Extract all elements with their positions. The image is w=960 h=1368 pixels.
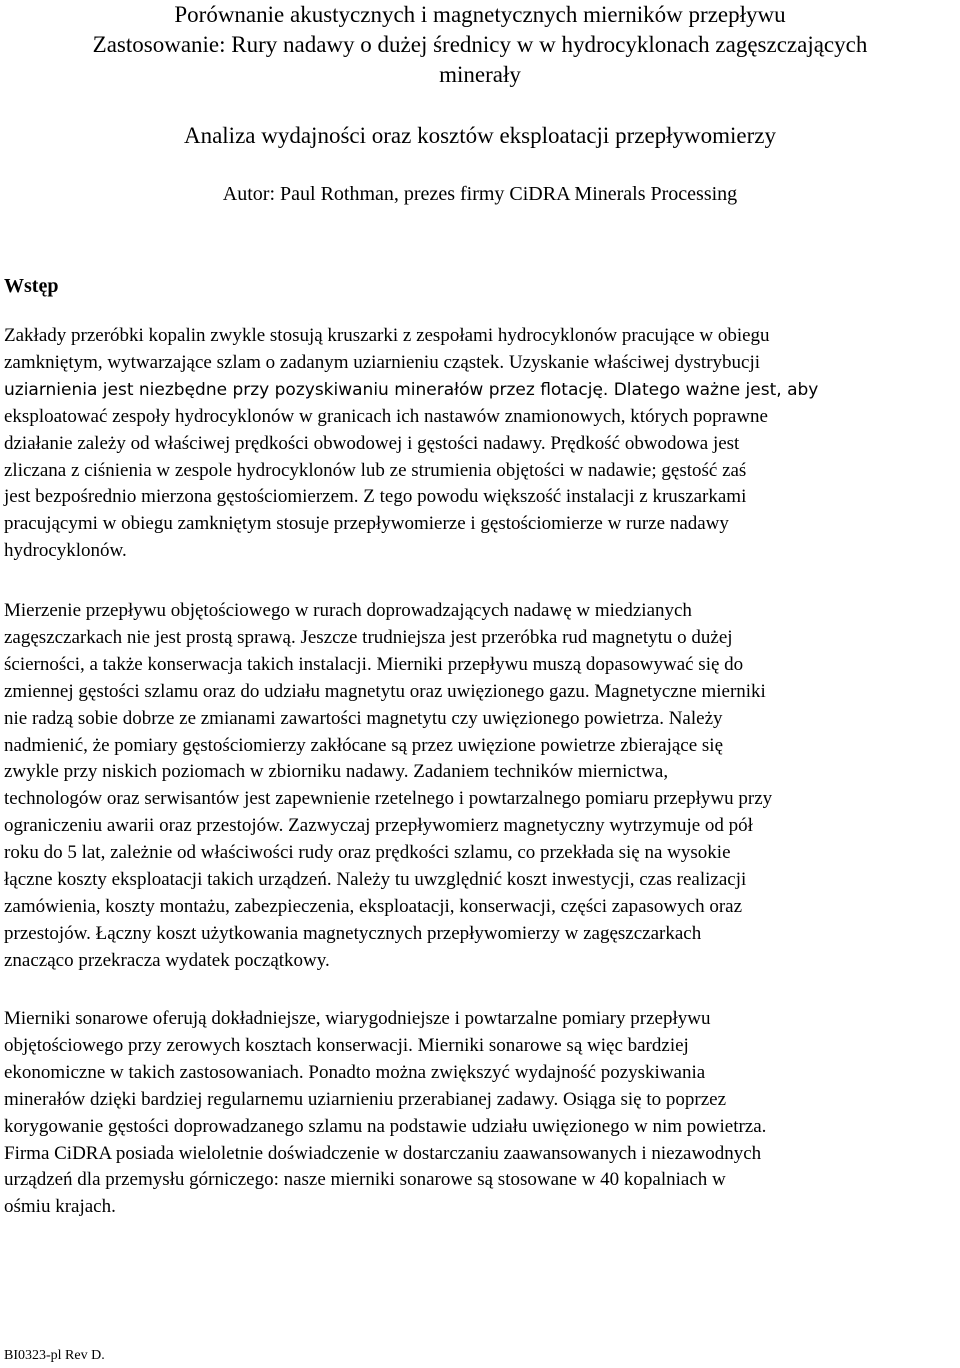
paragraph-line-text: objętościowego przy zerowych kosztach konserwacji. Mierniki sonarowe są więc bardziej: [4, 1034, 689, 1056]
paragraph-line: [4, 894, 960, 921]
paragraph-sonar-meters: [4, 1006, 960, 1221]
paragraph-line-text: działanie zależy od właściwej prędkości obwodowej i gęstości nadawy. Prędkość obwodowa jest: [4, 432, 740, 454]
paragraph-line-text: znacząco przekracza wydatek początkowy.: [4, 949, 330, 971]
paragraph-line-text: zliczana z ciśnienia w zespole hydrocyklonów lub ze strumienia objętości w nadawie; gęstość zaś: [4, 459, 747, 481]
title-line-2: Zastosowanie: Rury nadawy o dużej średnicy w w hydrocyklonach zagęszczających: [92, 32, 868, 57]
paragraph-line-text: eksploatować zespoły hydrocyklonów w granicach ich nastawów znamionowych, których poprawne: [4, 405, 768, 427]
paragraph-line-text: Mierzenie przepływu objętościowego w rurach doprowadzających nadawę w miedzianych: [4, 600, 692, 621]
paragraph-line-text: zagęszczarkach nie jest prostą sprawą. Jeszcze trudniejsza jest przeróbka rud magnetytu o dużej: [4, 626, 733, 648]
paragraph-line-text: Firma CiDRA posiada wieloletnie doświadczenie w dostarczaniu zaawansowanych i niezawodnych: [4, 1142, 762, 1164]
paragraph-line: [4, 404, 960, 431]
paragraph-line: [4, 652, 960, 679]
paragraph-line: [4, 598, 960, 625]
section-heading: Wstęp: [4, 275, 59, 297]
paragraph-line-text: zamkniętym, wytwarzające szlam o zadanym uziarnieniu cząstek. Uzyskanie właściwej dystrybucji: [4, 351, 761, 373]
paragraph-line: [4, 1167, 960, 1194]
paragraph-line-text: minerałów dzięki bardziej regularnemu uziarnieniu przerabianej zadawy. Osiąga się to poprzez: [4, 1088, 727, 1110]
paragraph-line-text: ośmiu krajach.: [4, 1196, 116, 1218]
paragraph-line-text: urządzeń dla przemysłu górniczego: nasze mierniki sonarowe są stosowane w 40 kopalniach w: [4, 1169, 726, 1191]
paragraph-line: [4, 840, 960, 867]
paragraph-line: [4, 813, 960, 840]
paragraph-line: [4, 458, 960, 485]
title-line-3: minerały: [439, 62, 521, 87]
paragraph-line: [4, 1006, 960, 1033]
paragraph-line: [4, 538, 960, 565]
document-author: Autor: Paul Rothman, prezes firmy CiDRA Minerals Processing: [222, 183, 738, 205]
document-title: [0, 0, 960, 90]
paragraph-line-text: Mierniki sonarowe oferują dokładniejsze, wiarygodniejsze i powtarzalne pomiary przepływu: [4, 1008, 711, 1029]
paragraph-line-text: technologów oraz serwisantów jest zapewnienie rzetelnego i powtarzalnego pomiaru przepływu przy: [4, 788, 773, 810]
paragraph-line: [4, 377, 960, 404]
paragraph-line: [4, 786, 960, 813]
paragraph-line: [4, 921, 960, 948]
document-subtitle: Analiza wydajności oraz kosztów eksploatacji przepływomierzy: [183, 123, 777, 148]
paragraph-line-text: przestojów. Łączny koszt użytkowania magnetycznych przepływomierzy w zagęszczarkach: [4, 922, 702, 944]
paragraph-line: [4, 1033, 960, 1060]
paragraph-line-text: łączne koszty eksploatacji takich urządzeń. Należy tu uwzględnić koszt inwestycji, czas realizacji: [4, 869, 747, 891]
paragraph-line-text: hydrocyklonów.: [4, 540, 127, 562]
paragraph-line-text: ekonomiczne w takich zastosowaniach. Ponadto można zwiększyć wydajność pozyskiwania: [4, 1061, 706, 1083]
paragraph-line: [4, 759, 960, 786]
paragraph-line-text: pracującymi w obiegu zamkniętym stosuje przepływomierze i gęstościomierze w rurze nadawy: [4, 513, 729, 535]
paragraph-line-text: ścierności, a także konserwacja takich instalacji. Mierniki przepływu muszą dopasowywać się do: [4, 653, 744, 675]
paragraph-intro: [4, 323, 960, 565]
paragraph-line-text: roku do 5 lat, zależnie od właściwości rudy oraz prędkości szlamu, co przekłada się na wysokie: [4, 842, 731, 864]
paragraph-line: [4, 1194, 960, 1221]
paragraph-line-text: nadmienić, że pomiary gęstościomierzy zakłócane są przez uwięzione powietrze zbierające się: [4, 734, 724, 756]
document-id-footer: BI0323-pl Rev D.: [4, 1348, 105, 1363]
paragraph-line-text: korygowanie gęstości doprowadzanego szlamu na podstawie udziału uwięzionego w nim powietrza.: [4, 1115, 767, 1137]
paragraph-line-text: zmiennej gęstości szlamu oraz do udziału magnetytu oraz uwięzionego gazu. Magnetyczne mierniki: [4, 680, 766, 702]
paragraph-line-text: nie radzą sobie dobrze ze zmianami zawartości magnetytu czy uwięzionego powietrza. Należy: [4, 707, 723, 729]
paragraph-line-text: zamówienia, koszty montażu, zabezpieczenia, eksploatacji, konserwacji, części zapasowych oraz: [4, 895, 743, 917]
title-line-1: Porównanie akustycznych i magnetycznych mierników przepływu: [174, 2, 786, 27]
paragraph-line: [4, 706, 960, 733]
paragraph-line-text: Zakłady przeróbki kopalin zwykle stosują kruszarki z zespołami hydrocyklonów pracujące w obiegu: [4, 325, 770, 346]
paragraph-line: [4, 948, 960, 975]
paragraph-line: [4, 1060, 960, 1087]
paragraph-line: [4, 1141, 960, 1168]
paragraph-line: [4, 625, 960, 652]
paragraph-line: [4, 511, 960, 538]
paragraph-line: [4, 323, 960, 350]
paragraph-line: [4, 484, 960, 511]
paragraph-line: [4, 431, 960, 458]
paragraph-line: [4, 679, 960, 706]
paragraph-line-text: ograniczeniu awarii oraz przestojów. Zazwyczaj przepływomierz magnetyczny wytrzymuje od pół: [4, 815, 753, 837]
paragraph-line: [4, 867, 960, 894]
paragraph-line-text: zwykle przy niskich poziomach w zbiorniku nadawy. Zadaniem techników miernictwa,: [4, 761, 669, 783]
paragraph-line: [4, 1087, 960, 1114]
paragraph-line-text: jest bezpośrednio mierzona gęstościomierzem. Z tego powodu większość instalacji z kruszarkami: [4, 486, 747, 508]
paragraph-line-text: uziarnienia jest niezbędne przy pozyskiwaniu minerałów przez flotację. Dlatego ważne jest, aby: [4, 379, 819, 400]
paragraph-magnetic-meters: [4, 598, 960, 975]
paragraph-line: [4, 733, 960, 760]
paragraph-line: [4, 350, 960, 377]
paragraph-line: [4, 1114, 960, 1141]
